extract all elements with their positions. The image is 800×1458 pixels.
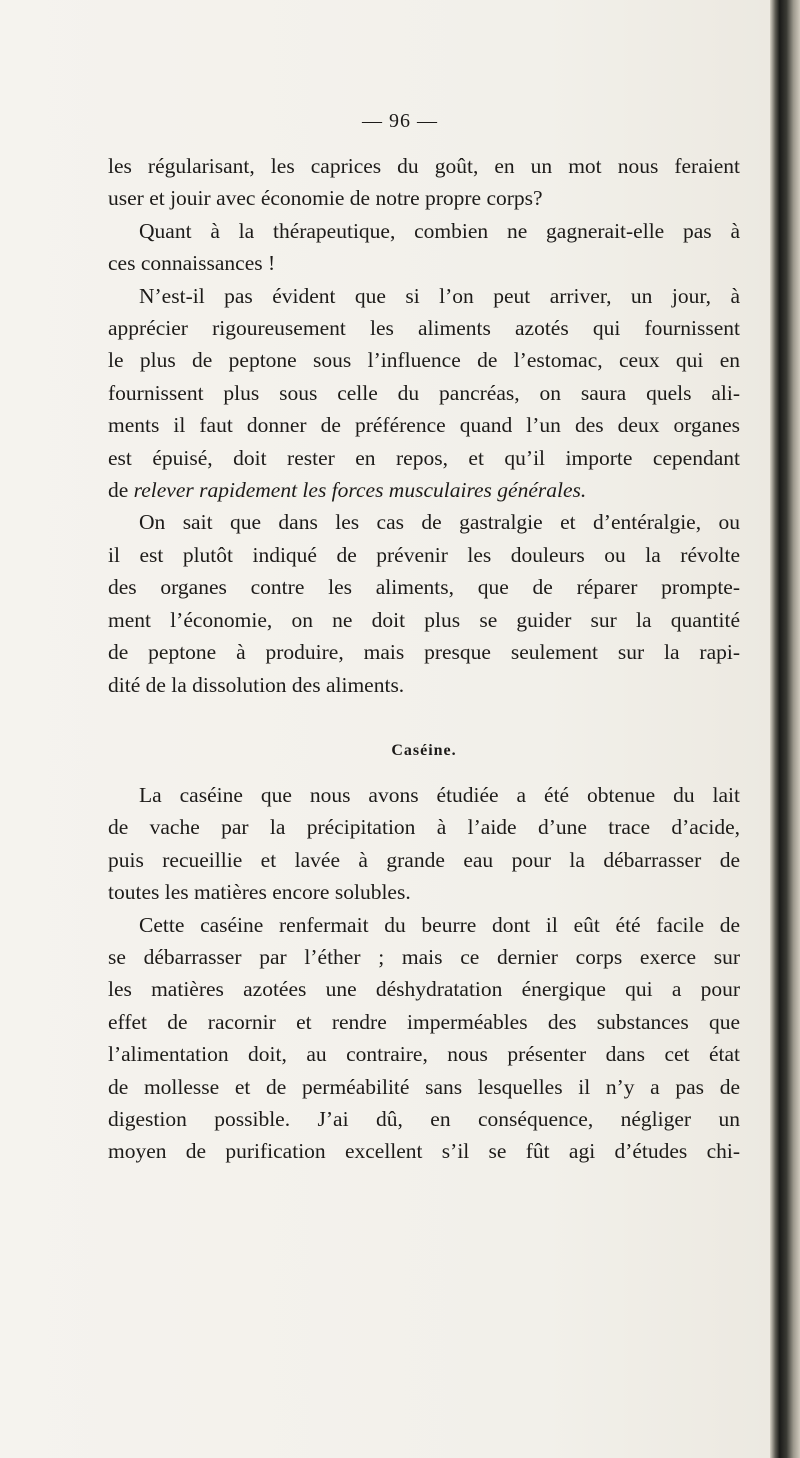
text-line: La caséine que nous avons étudiée a été obtenue du lait: [139, 782, 740, 807]
text-line: des organes contre les aliments, que de réparer prompte-: [108, 575, 740, 600]
text-line: est épuisé, doit rester en repos, et qu’il importe cependant: [108, 445, 740, 470]
text-line: Quant à la thérapeutique, combien ne gagnerait-elle pas à: [139, 218, 740, 243]
text-line-italic: [108, 474, 740, 506]
text-line: moyen de purification excellent s’il se fût agi d’études chi-: [108, 1139, 740, 1164]
text-line: Cette caséine renfermait du beurre dont il eût été facile de: [139, 912, 740, 937]
text-line: effet de racornir et rendre imperméables des substances que: [108, 1009, 740, 1034]
page-binding-edge: [770, 0, 800, 1458]
text-line: puis recueillie et lavée à grande eau pour la débarrasser de: [108, 847, 740, 872]
text-line: digestion possible. J’ai dû, en conséquence, négliger un: [108, 1106, 740, 1131]
text-line: toutes les matières encore solubles.: [108, 880, 411, 905]
text-line: On sait que dans les cas de gastralgie et d’entéralgie, ou: [139, 510, 740, 535]
text-line: les matières azotées une déshydratation énergique qui a pour: [108, 977, 740, 1002]
text-line: N’est-il pas évident que si l’on peut arriver, un jour, à: [139, 283, 740, 308]
text-line: ces connaissances !: [108, 251, 276, 276]
page-number: — 96 —: [362, 110, 438, 132]
text-line: le plus de peptone sous l’influence de l’estomac, ceux qui en: [108, 348, 740, 373]
text-line: de vache par la précipitation à l’aide d’une trace d’acide,: [108, 815, 740, 840]
text-line: les régularisant, les caprices du goût, en un mot nous feraient: [108, 154, 740, 178]
text-line: user et jouir avec économie de notre propre corps?: [108, 186, 543, 211]
text-fragment: de: [108, 478, 134, 503]
paragraph: [108, 909, 740, 1168]
text-line: apprécier rigoureusement les aliments azotés qui fournissent: [108, 316, 740, 341]
paragraph: [108, 506, 740, 700]
body-text: [108, 150, 740, 1168]
text-line: de peptone à produire, mais presque seulement sur la rapi-: [108, 640, 740, 665]
text-line: dité de la dissolution des aliments.: [108, 672, 405, 697]
text-line: ment l’économie, on ne doit plus se guider sur la quantité: [108, 607, 740, 632]
text-line: il est plutôt indiqué de prévenir les douleurs ou la révolte: [108, 542, 740, 567]
text-line: ments il faut donner de préférence quand l’un des deux organes: [108, 413, 740, 438]
paragraph: [108, 150, 740, 215]
text-line: se débarrasser par l’éther ; mais ce dernier corps exerce sur: [108, 944, 740, 969]
paragraph: [108, 280, 740, 507]
text-line: l’alimentation doit, au contraire, nous présenter dans cet état: [108, 1042, 740, 1067]
section-heading: Caséine.: [391, 741, 457, 759]
text-line: fournissent plus sous celle du pancréas, on saura quels ali-: [108, 380, 740, 405]
italic-phrase: relever rapidement les forces musculaires générales.: [133, 478, 587, 503]
paragraph: [108, 779, 740, 909]
text-line: de mollesse et de perméabilité sans lesquelles il n’y a pas de: [108, 1074, 740, 1099]
paragraph: [108, 215, 740, 280]
